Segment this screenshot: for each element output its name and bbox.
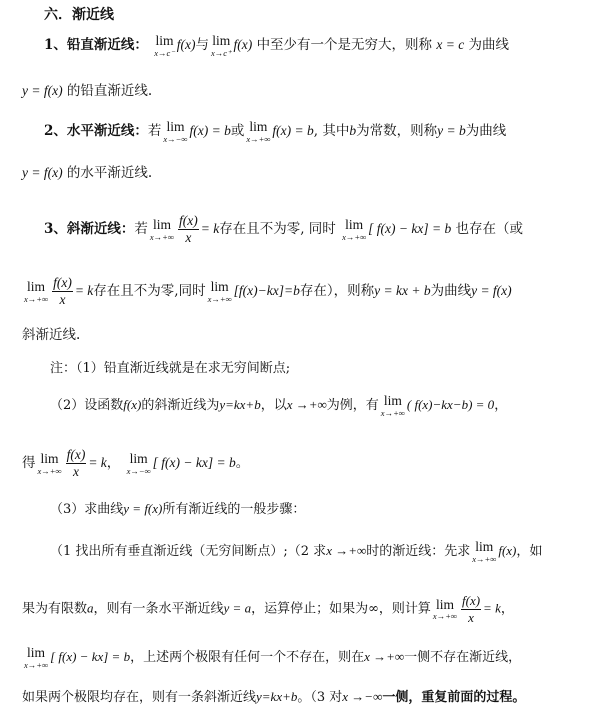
math-expr: y = f(x) [22,165,63,180]
note-3-step-2 [22,594,514,624]
math-expr: x →+∞ [364,649,405,664]
math-expr: f(x) [176,37,196,52]
note-3-step-3 [22,646,521,669]
math-expr: f(x) [233,37,253,52]
text: 一侧不存在渐近线， [404,650,522,665]
math-expr: y = kx + b [374,283,431,299]
math-expr: y = f(x) [22,83,63,98]
horizontal-asymptote-line-2 [22,164,152,182]
math-expr: [ f(x) − kx] = b [368,221,452,237]
text: ，运算停止；如果为∞，则计算 [251,601,431,617]
text: 为曲线 [465,123,507,139]
note-2-result [22,448,249,479]
fraction: $\frac{f(x)}{x}$ [178,213,198,246]
text: 果为有限数 [22,601,88,617]
math-expr: y = f(x) [471,283,512,299]
text: 为曲线 [430,283,472,300]
limit: lim x→+∞ [207,279,232,304]
text: ，则有一条水平渐近线 [93,601,224,617]
limit: lim x→+∞ [432,596,457,622]
item1-label: 1、铅直渐近线： [44,37,148,53]
limit-right: lim x→c⁺ [210,33,232,58]
text: 的斜渐近线为 [141,398,220,413]
math-expr: y = f(x) [123,501,163,516]
math-expr: f(x) = b [272,123,314,138]
text: 的水平渐近线. [66,165,153,181]
text: ， [106,455,121,472]
math-expr: f(x) = b [189,123,231,138]
text: 与 [195,37,209,53]
vertical-asymptote-line-1 [44,34,509,57]
fraction: $\frac{f(x)}{x}$ [66,447,86,480]
text: ，以 [260,398,287,413]
limit: lim x→+∞ [24,279,49,304]
math-expr: b [349,123,357,138]
math-expr: x →+∞ [326,543,367,558]
text: 所有渐近线的一般步骤： [162,502,306,517]
math-expr: = k [483,600,501,616]
text: （3）求曲线 [50,502,124,517]
math-expr: x →−∞ [342,689,383,704]
note-3-step-1 [50,540,542,563]
limit: lim x→+∞ [149,217,174,242]
math-expr: [ f(x) − kx] = b [50,649,131,664]
math-expr: ( f(x)−kx−b) = 0 [406,397,495,412]
item3-label: 3、斜渐近线： [44,221,135,238]
text: 存在），则称 [299,283,375,300]
fraction: $\frac{f(x)}{x}$ [53,275,72,308]
text: ， [494,398,508,413]
horizontal-asymptote-line-1 [44,120,506,143]
math-expr: f(x) [498,543,517,558]
math-expr: = k [74,283,94,299]
note-1: 注：（1）铅直渐近线就是在求无穷间断点; [50,361,291,376]
text: 若 [134,221,148,238]
math-expr: = k [200,221,220,237]
oblique-asymptote-line-3: 斜渐近线. [22,327,81,343]
text: 也存在（或 [455,221,524,238]
math-expr: f(x) [123,397,142,412]
text: （2）设函数 [50,398,124,413]
note-2 [50,394,507,417]
item2-label: 2、水平渐近线： [44,123,148,139]
text: 为常数，则称 [356,123,438,139]
text: （1 找出所有垂直渐近线（无穷间断点）;（2 求 [50,544,327,559]
math-expr: y = a [223,600,252,616]
limit: lim x→+∞ [342,217,367,242]
math-expr: [ f(x) − kx] = b [152,455,236,471]
text: , 其中 [313,123,350,139]
text: 存在且不为零, 同时 [219,221,336,238]
limit: lim x→−∞ [126,451,151,476]
text: 中至少有一个是无穷大，则称 [256,37,433,53]
text: 。（3 对 [297,690,343,705]
text: 或 [230,123,245,139]
math-expr: x →+∞ [286,397,327,412]
text: 。 [235,455,250,472]
text: ， [500,601,514,617]
math-expr: y=kx+b [256,689,298,704]
limit: lim x→+∞ [24,645,49,670]
oblique-asymptote-line-2 [22,276,512,307]
text: 一侧，重复前面的过程。 [382,690,526,705]
math-expr: = k [88,455,107,471]
text: 为曲线 [468,37,509,53]
math-expr: y=kx+b [219,397,261,412]
math-expr: x = c [436,37,465,52]
limit: lim x→+∞ [380,393,405,418]
note-3 [50,500,305,519]
section-title: 六．渐近线 [44,7,114,23]
fraction: $\frac{f(x)}{x}$ [462,593,481,625]
limit-pos-inf: lim x→+∞ [246,119,271,144]
oblique-asymptote-line-1 [44,214,523,245]
text: 如果两个极限均存在，则有一条斜渐近线 [22,690,257,705]
limit: lim x→+∞ [472,539,497,564]
text: 得 [22,455,36,472]
math-expr: a [87,600,94,616]
text: 的铅直渐近线. [66,83,153,99]
vertical-asymptote-line-2 [22,82,152,100]
text: 若 [147,123,162,139]
limit: lim x→+∞ [37,451,62,476]
text: ，如 [516,544,543,559]
math-expr: [f(x)−kx]=b [233,283,300,299]
limit-left: lim x→c⁻ [154,33,175,58]
math-expr: y = b [437,123,466,138]
text: ，上述两个极限有任何一个不存在，则在 [130,650,365,665]
text: 为例，有 [326,398,379,413]
note-3-step-4 [22,688,525,707]
text: 存在且不为零,同时 [93,283,206,300]
limit-neg-inf: lim x→−∞ [163,119,188,144]
text: 时的渐近线：先求 [366,544,471,559]
